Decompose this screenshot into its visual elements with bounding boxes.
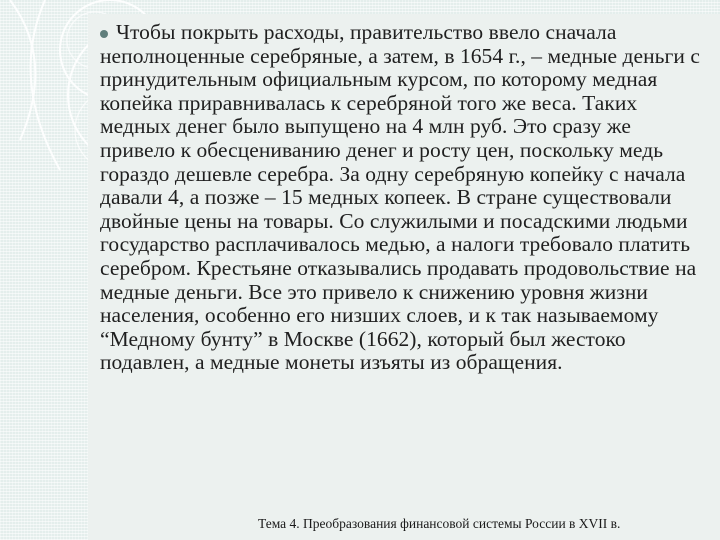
body-paragraph: Чтобы покрыть расходы, правительство ввело сначала неполноценные серебряные, а затем, в 1654 г., – медные деньги с принудительным официальным курсом, по которому медная копейка приравнивалась к серебряной того же веса. Таких медных денег было выпущено на 4 млн руб. Это сразу же привело к обесцениванию денег и росту цен, поскольку медь гораздо дешевле серебра. За одну серебряную копейку с начала давали 4, а позже – 15 медных копеек. В стране существовали двойные цены на товары. Со служилыми и посадскими людьми государство расплачивалось медью, а налоги требовало платить серебром. Крестьяне отказывались продавать продовольствие на медные деньги. Все это привело к снижению уровня жизни населения, особенно его низших слоев, и к так называемому “Медному бунту” в Москве (1662), который был жестоко подавлен, а медные монеты изъяты из обращения.	[100, 20, 700, 375]
bullet-item	[100, 21, 704, 375]
bullet-icon	[100, 30, 108, 38]
slide-footer: Тема 4. Преобразования финансовой системы России в XVII в.	[258, 516, 621, 531]
